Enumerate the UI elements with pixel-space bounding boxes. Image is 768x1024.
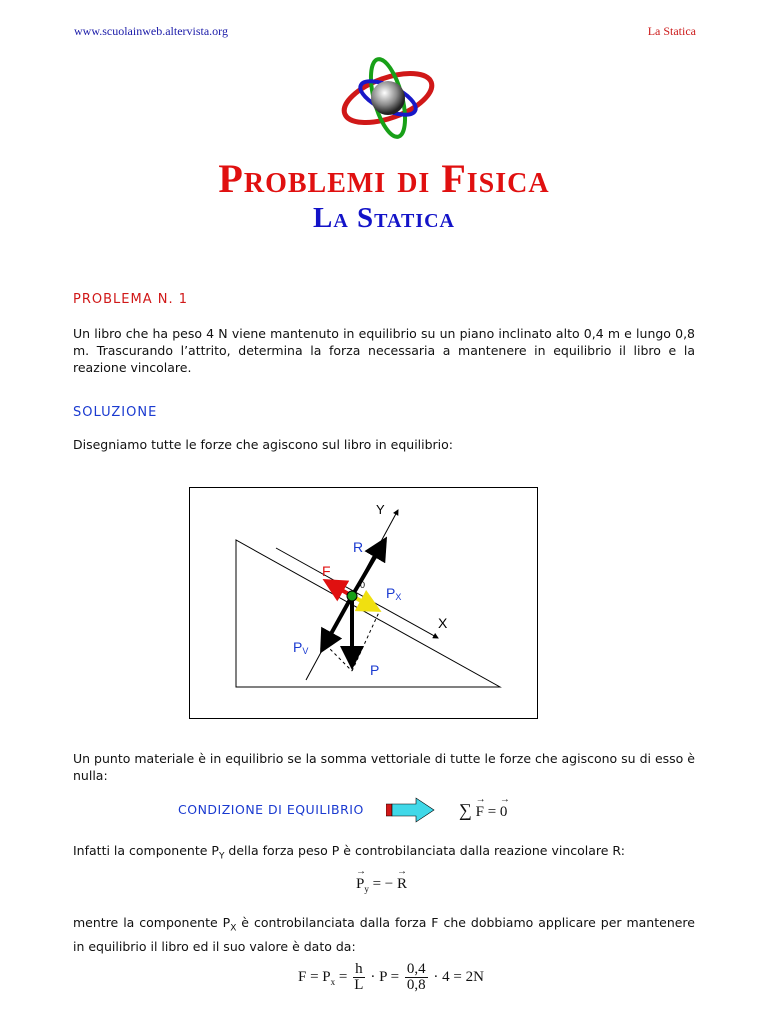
dashed-line [326, 645, 352, 671]
condition-formula: ∑ → F = → 0 [459, 800, 507, 821]
page-title: Problemi di Fisica [218, 156, 550, 201]
page-subtitle: La Statica [313, 202, 455, 234]
problem-text: Un libro che ha peso 4 N viene mantenuto in equilibrio su un piano inclinato alto 0,4 m e lungo 0,8 m. Trascurando l’attrito, determina la forza necessaria a mantenere in equilibrio il libro e la reazione vincolare. [73, 326, 695, 375]
label-r: R [353, 539, 364, 555]
atom-globe-icon [338, 56, 438, 142]
right-arrow-icon [386, 797, 436, 823]
label-y: Y [376, 502, 385, 517]
condition-label: CONDIZIONE DI EQUILIBRIO [178, 802, 364, 817]
label-p: P [370, 662, 380, 678]
py-text: Infatti la componente $P_Y$ della forza peso P è controbilanciata dalla reazione vincolare R: [73, 843, 625, 862]
arrow-py [322, 596, 352, 650]
origin-point [347, 591, 357, 601]
px-text: mentre la componente $P_X$ è controbilanciata dalla forza F che dobbiamo applicare per mantenere in equilibrio il libro ed il suo valore è dato da: [73, 915, 695, 954]
x-axis [276, 548, 438, 638]
header-section: La Statica [647, 24, 696, 38]
formula-py: → $P_y$ = − → R [356, 876, 407, 894]
label-px: PX [386, 585, 402, 602]
label-f: F [322, 563, 331, 579]
solution-intro: Disegniamo tutte le forze che agiscono sul libro in equilibrio: [73, 437, 454, 452]
solution-heading: SOLUZIONE [73, 405, 158, 420]
header-url[interactable]: www.scuolainweb.altervista.org [74, 24, 228, 38]
force-diagram [189, 487, 538, 719]
label-o: 0 [360, 580, 366, 590]
inclined-plane [236, 540, 500, 687]
formula-f: $F = P_x$ = $\frac{h}{L}$ · P = $\frac{0,4}{0,8}$ · 4 = 2N [298, 961, 484, 993]
equilibrium-text: Un punto materiale è in equilibrio se la somma vettoriale di tutte le forze che agiscono su di esso è nulla: [73, 751, 695, 783]
label-py: PV [293, 639, 309, 656]
problem-heading: PROBLEMA N. 1 [73, 292, 188, 307]
label-x: X [438, 615, 448, 631]
